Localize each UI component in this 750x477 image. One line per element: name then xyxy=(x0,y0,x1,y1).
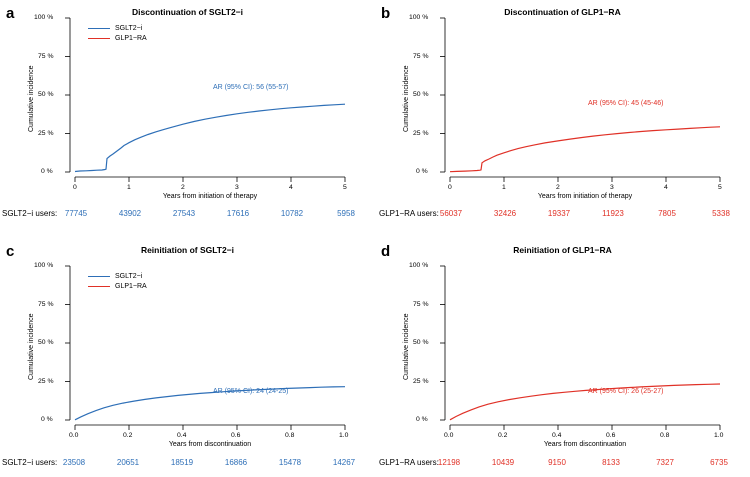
panel-c-risk-1: 20651 xyxy=(116,458,140,467)
legend-label-glp1ra: GLP1−RA xyxy=(115,35,147,42)
panel-d-xlabel: Years from discontinuation xyxy=(543,441,627,448)
panel-d-letter: d xyxy=(381,243,391,260)
panel-c-ytick-1: 25 % xyxy=(38,377,54,385)
panel-a-svg xyxy=(0,0,375,238)
panel-a-xtick-4: 4 xyxy=(289,184,293,191)
panel-c-xtick-3: 0.6 xyxy=(231,432,241,439)
legend-line-glp1ra-c xyxy=(88,286,110,287)
panel-d-risk-3: 8133 xyxy=(602,458,620,467)
panel-d-xtick-0: 0.0 xyxy=(444,432,454,439)
panel-d-risk-label: GLP1−RA users: xyxy=(379,458,439,467)
panel-b-plot xyxy=(375,0,750,238)
panel-c-ytick-2: 50 % xyxy=(38,339,54,346)
panel-b-xtick-0: 0 xyxy=(448,184,452,191)
panel-b-ytick-1: 25 % xyxy=(413,129,429,137)
panel-a xyxy=(0,0,375,238)
panel-d-risk-2: 9150 xyxy=(548,458,566,467)
panel-a-risk-3: 17616 xyxy=(226,209,250,218)
panel-a-risk-2: 27543 xyxy=(172,209,196,218)
panel-b-xtick-5: 5 xyxy=(718,184,722,191)
panel-c-xtick-0: 0.0 xyxy=(69,432,79,439)
panel-d-xtick-2: 0.4 xyxy=(552,432,562,439)
panel-a-xtick-1: 1 xyxy=(127,184,131,191)
panel-b-risk-1: 32426 xyxy=(493,209,517,218)
panel-b-risk-4: 7805 xyxy=(658,209,676,218)
panel-a-risk-label: SGLT2−i users: xyxy=(2,209,58,218)
panel-c-xtick-4: 0.8 xyxy=(285,432,295,439)
panel-a-ytick-0: 0 % xyxy=(41,168,53,175)
panel-c-risk-4: 15478 xyxy=(278,458,302,467)
panel-c-letter: c xyxy=(6,243,15,260)
panel-b-title: Discontinuation of GLP1−RA xyxy=(504,7,621,17)
panel-d-risk-0: 12198 xyxy=(437,458,461,467)
panel-c-xtick-1: 0.2 xyxy=(123,432,133,439)
legend-label-glp1ra-c: GLP1−RA xyxy=(115,283,147,290)
panel-a-letter: a xyxy=(6,5,15,22)
panel-a-ytick-3: 75 % xyxy=(38,52,54,60)
panel-b-ytick-0: 0 % xyxy=(416,168,428,175)
panel-b-risk-label: GLP1−RA users: xyxy=(379,209,439,218)
panel-c-xlabel: Years from discontinuation xyxy=(168,441,252,448)
panel-b-svg xyxy=(375,0,750,238)
panel-a-annotation: AR (95% CI): 56 (55-57) xyxy=(213,84,289,91)
panel-b-ylabel: Cumulative incidence xyxy=(403,65,410,132)
panel-b-xtick-4: 4 xyxy=(664,184,668,191)
legend-label-sglt2i: SGLT2−i xyxy=(115,25,143,32)
panel-b-annotation: AR (95% CI): 45 (45-46) xyxy=(588,100,664,107)
panel-c-ytick-4: 100 % xyxy=(34,262,54,269)
panel-b-risk-2: 19337 xyxy=(547,209,571,218)
panel-b-letter: b xyxy=(381,5,391,22)
panel-d-xtick-4: 0.8 xyxy=(660,432,670,439)
panel-b-xtick-1: 1 xyxy=(502,184,506,191)
panel-a-risk-1: 43902 xyxy=(118,209,142,218)
panel-b-risk-0: 56037 xyxy=(439,209,463,218)
panel-a-risk-4: 10782 xyxy=(280,209,304,218)
panel-d-ytick-1: 25 % xyxy=(413,377,429,385)
legend-line-sglt2i-c xyxy=(88,276,110,277)
panel-a-ytick-4: 100 % xyxy=(34,14,54,21)
panel-a-risk-5: 5958 xyxy=(337,209,355,218)
panel-a-plot xyxy=(0,0,375,238)
panel-c-ytick-0: 0 % xyxy=(41,416,53,423)
panel-d-annotation: AR (95% CI): 26 (25-27) xyxy=(588,388,664,395)
panel-d-xtick-1: 0.2 xyxy=(498,432,508,439)
panel-a-xtick-0: 0 xyxy=(73,184,77,191)
panel-a-xtick-3: 3 xyxy=(235,184,239,191)
panel-b-xlabel: Years from initiation of therapy xyxy=(537,193,633,200)
panel-d-risk-4: 7327 xyxy=(656,458,674,467)
panel-c-ytick-3: 75 % xyxy=(38,300,54,308)
panel-c xyxy=(0,238,375,477)
panel-c-risk-5: 14267 xyxy=(332,458,356,467)
panel-b-ytick-4: 100 % xyxy=(409,14,429,21)
panel-d-risk-1: 10439 xyxy=(491,458,515,467)
panel-d-ytick-0: 0 % xyxy=(416,416,428,423)
panel-c-risk-label: SGLT2−i users: xyxy=(2,458,58,467)
panel-a-ytick-2: 50 % xyxy=(38,91,54,98)
legend-line-glp1ra xyxy=(88,38,110,39)
panel-a-xlabel: Years from initiation of therapy xyxy=(162,193,258,200)
panel-a-xtick-2: 2 xyxy=(181,184,185,191)
panel-c-xtick-2: 0.4 xyxy=(177,432,187,439)
panel-a-risk-0: 77745 xyxy=(64,209,88,218)
panel-d-title: Reinitiation of GLP1−RA xyxy=(513,245,612,255)
panel-b-risk-3: 11923 xyxy=(602,209,624,218)
panel-d-ylabel: Cumulative incidence xyxy=(403,313,410,380)
panel-d-ytick-3: 75 % xyxy=(413,300,429,308)
panel-b-xtick-2: 2 xyxy=(556,184,560,191)
panel-b-ytick-2: 50 % xyxy=(413,91,429,98)
panel-c-ylabel: Cumulative incidence xyxy=(28,313,35,380)
panel-a-title: Discontinuation of SGLT2−i xyxy=(131,7,244,17)
panel-c-annotation: AR (95% CI): 24 (24-25) xyxy=(213,388,289,395)
panel-d-risk-5: 6735 xyxy=(710,458,728,467)
panel-a-ytick-1: 25 % xyxy=(38,129,54,137)
panel-d xyxy=(375,238,750,477)
panel-d-ytick-2: 50 % xyxy=(413,339,429,346)
panel-b-xtick-3: 3 xyxy=(610,184,614,191)
panel-a-xtick-5: 5 xyxy=(343,184,347,191)
legend-label-sglt2i-c: SGLT2−i xyxy=(115,273,143,280)
panel-c-risk-2: 18519 xyxy=(170,458,194,467)
panel-c-title: Reinitiation of SGLT2−i xyxy=(140,245,235,255)
panel-d-xtick-3: 0.6 xyxy=(606,432,616,439)
panel-d-ytick-4: 100 % xyxy=(409,262,429,269)
panel-b xyxy=(375,0,750,238)
panel-c-xtick-5: 1.0 xyxy=(339,432,349,439)
panel-b-ytick-3: 75 % xyxy=(413,52,429,60)
panel-a-ylabel: Cumulative incidence xyxy=(28,65,35,132)
panel-b-risk-5: 5338 xyxy=(712,209,730,218)
legend-line-sglt2i xyxy=(88,28,110,29)
panel-c-risk-0: 23508 xyxy=(62,458,86,467)
panel-d-xtick-5: 1.0 xyxy=(714,432,724,439)
panel-c-risk-3: 16866 xyxy=(224,458,248,467)
